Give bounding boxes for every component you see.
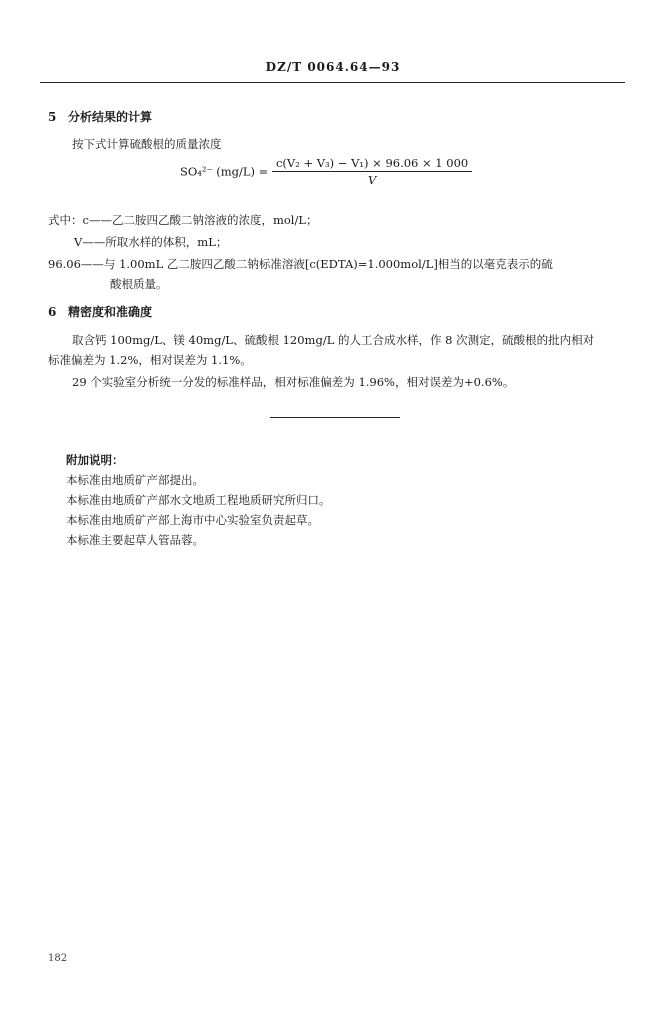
section-5-intro: 按下式计算硫酸根的质量浓度 [72, 137, 222, 151]
section-6-heading [48, 303, 152, 320]
page-number: 182 [48, 953, 68, 964]
section-5-title: 分析结果的计算 [68, 110, 153, 124]
formula-denominator: V [367, 173, 377, 187]
formula-numerator: c(V₂ + V₃) − V₁) × 96.06 × 1 000 [272, 156, 472, 172]
standard-code-header: DZ/T 0064.64—93 [265, 60, 401, 74]
end-rule [270, 417, 400, 418]
precision-paragraph-line1: 取含钙 100mg/L、镁 40mg/L、硫酸根 120mg/L 的人工合成水样，作 8 次测定，硫酸根的批内相对 [72, 333, 595, 347]
notes-item-3: 本标准由地质矿产部上海市中心实验室负责起草。 [66, 513, 319, 527]
formula-lhs: SO₄²⁻ (mg/L) = [180, 164, 269, 179]
accuracy-paragraph: 29 个实验室分析统一分发的标准样品，相对标准偏差为 1.96%，相对误差为+0.6%。 [72, 375, 515, 389]
where-line-9606: 96.06——与 1.00mL 乙二胺四乙酸二钠标准溶液[c(EDTA)=1.000mol/L]相当的以毫克表示的硫 [48, 257, 553, 271]
notes-item-1: 本标准由地质矿产部提出。 [66, 473, 204, 487]
formula-fraction [272, 156, 472, 187]
section-6-title: 精密度和准确度 [68, 305, 153, 319]
notes-item-2: 本标准由地质矿产部水文地质工程地质研究所归口。 [66, 493, 331, 507]
sulfate-formula [180, 156, 472, 187]
section-5-heading [48, 108, 152, 125]
where-line-9606-cont: 酸根质量。 [110, 277, 168, 291]
notes-title: 附加说明： [66, 453, 124, 467]
where-line-v: V——所取水样的体积，mL； [74, 235, 228, 249]
section-6-number: 6 [48, 305, 57, 319]
header-rule [40, 82, 625, 83]
where-line-c: 式中：c——乙二胺四乙酸二钠溶液的浓度，mol/L； [48, 213, 318, 227]
section-5-number: 5 [48, 110, 57, 124]
precision-paragraph-line2: 标准偏差为 1.2%，相对误差为 1.1%。 [48, 353, 252, 367]
notes-item-4: 本标准主要起草人管品蓉。 [66, 533, 204, 547]
